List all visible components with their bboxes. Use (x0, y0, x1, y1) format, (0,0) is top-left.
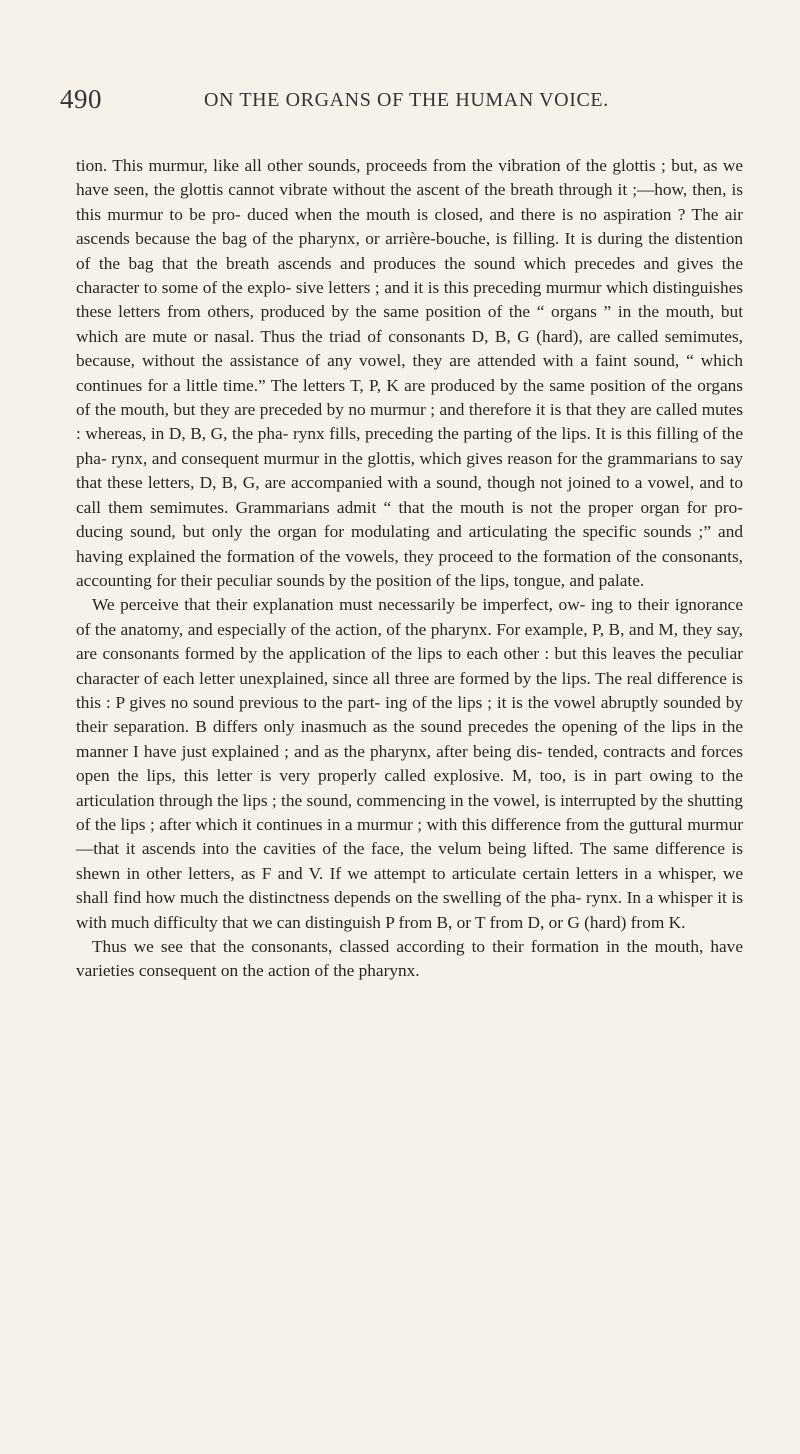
page-header (60, 84, 745, 120)
running-title: ON THE ORGANS OF THE HUMAN VOICE. (204, 89, 609, 111)
paragraph: tion. This murmur, like all other sounds, proceeds from the vibration of the glottis ; but, as we have seen, the glottis cannot vibrate without the ascent of the breath through it ;—how, then, is this murmur to be pro- duced when the mouth is closed, and there is no aspiration ? The air ascends because the bag of the pharynx, or arrière-bouche, is filling. It is during the distention of the bag that the breath ascends and produces the sound which precedes and gives the character to some of the explo- sive letters ; and it is this preceding murmur which distinguishes these letters from others, produced by the same position of the “ organs ” in the mouth, but which are mute or nasal. Thus the triad of consonants D, B, G (hard), are called semimutes, because, without the assistance of any vowel, they are attended with a faint sound, “ which continues for a little time.” The letters T, P, K are produced by the same position of the organs of the mouth, but they are preceded by no murmur ; and therefore it is that they are called mutes : whereas, in D, B, G, the pha- rynx fills, preceding the parting of the lips. It is this filling of the pha- rynx, and consequent murmur in the glottis, which gives reason for the grammarians to say that these letters, D, B, G, are accompanied with a sound, though not joined to a vowel, and to call them semimutes. Grammarians admit “ that the mouth is not the proper organ for pro- ducing sound, but only the organ for modulating and articulating the specific sounds ;” and having explained the formation of the vowels, they proceed to the formation of the consonants, accounting for their peculiar sounds by the position of the lips, tongue, and palate. (76, 156, 743, 590)
paragraph: Thus we see that the consonants, classed according to their formation in the mouth, have varieties consequent on the action of the pharynx. (76, 937, 743, 981)
body-text (76, 154, 743, 984)
page-number: 490 (60, 84, 102, 114)
paragraph: We perceive that their explanation must necessarily be imperfect, ow- ing to their ignorance of the anatomy, and especially of the action, of the pharynx. For example, P, B, and M, they say, are consonants formed by the application of the lips to each other : but this leaves the peculiar character of each letter unexplained, since all three are formed by the lips. The real difference is this : P gives no sound previous to the part- ing of the lips ; it is the vowel abruptly sounded by their separation. B differs only inasmuch as the sound precedes the opening of the lips in the manner I have just explained ; and as the pharynx, after being dis- tended, contracts and forces open the lips, this letter is very properly called explosive. M, too, is in part owing to the articulation through the lips ; the sound, commencing in the vowel, is interrupted by the shutting of the lips ; after which it continues in a murmur ; with this difference from the guttural murmur—that it ascends into the cavities of the face, the velum being lifted. The same difference is shewn in other letters, as F and V. If we attempt to articulate certain letters in a whisper, we shall find how much the distinctness depends on the swelling of the pha- rynx. In a whisper it is with much difficulty that we can distinguish P from B, or T from D, or G (hard) from K. (76, 595, 743, 932)
